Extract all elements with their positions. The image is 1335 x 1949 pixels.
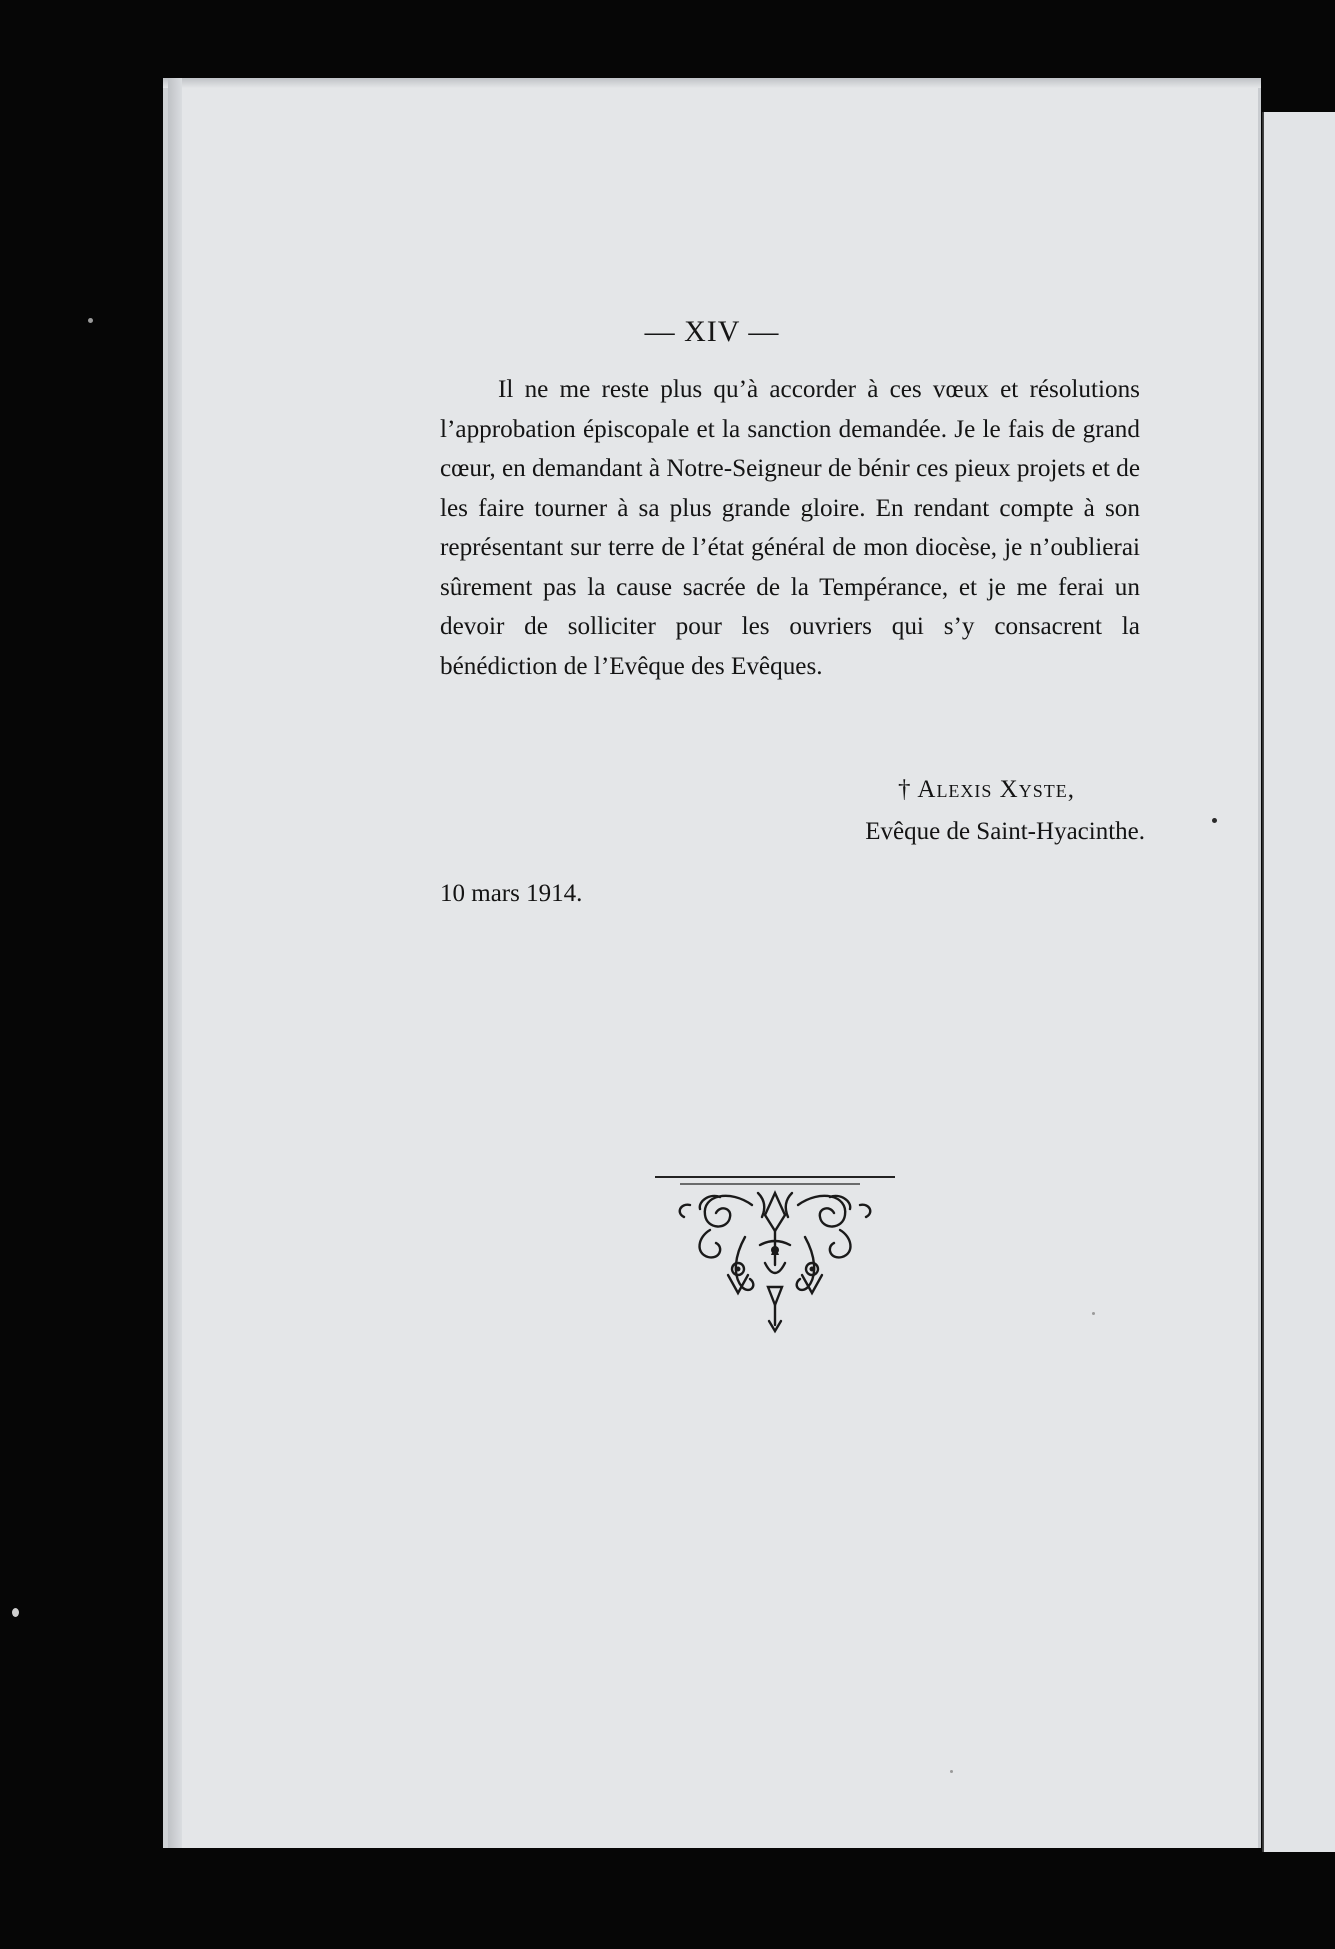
next-page-edge xyxy=(1264,112,1335,1852)
scan-speck xyxy=(12,1608,19,1617)
body-paragraph: Il ne me reste plus qu’à accorder à ces vœux et résolutions l’approbation épiscopale et la sanction demandée. Je le fais de grand cœur, en demandant à Notre-Seigneur de bénir ces pieux projets et de les faire tourner à sa plus grande gloire. En rendant compte à son représentant sur terre de l’état général de mon diocèse, je n’oublierai sûrement pas la cause sacrée de la Tempérance, et je me ferai un devoir de solliciter pour les ouvriers qui s’y consacrent la bénédiction de l’Evêque des Evêques. xyxy=(440,376,1140,680)
signature-name: † Alexis Xyste, xyxy=(898,776,1075,803)
signature-title: Evêque de Saint-Hyacinthe. xyxy=(865,818,1145,845)
signature-block xyxy=(765,770,1145,854)
page-edge-top xyxy=(163,78,1261,88)
date-line: 10 mars 1914. xyxy=(440,880,583,907)
scan-speck xyxy=(1092,1312,1095,1315)
page-number: — XIV — xyxy=(644,315,780,348)
floral-tailpiece-ornament-icon xyxy=(650,1175,900,1335)
scan-speck xyxy=(88,318,93,323)
scan-speck xyxy=(950,1770,953,1773)
scan-speck xyxy=(1212,818,1217,823)
